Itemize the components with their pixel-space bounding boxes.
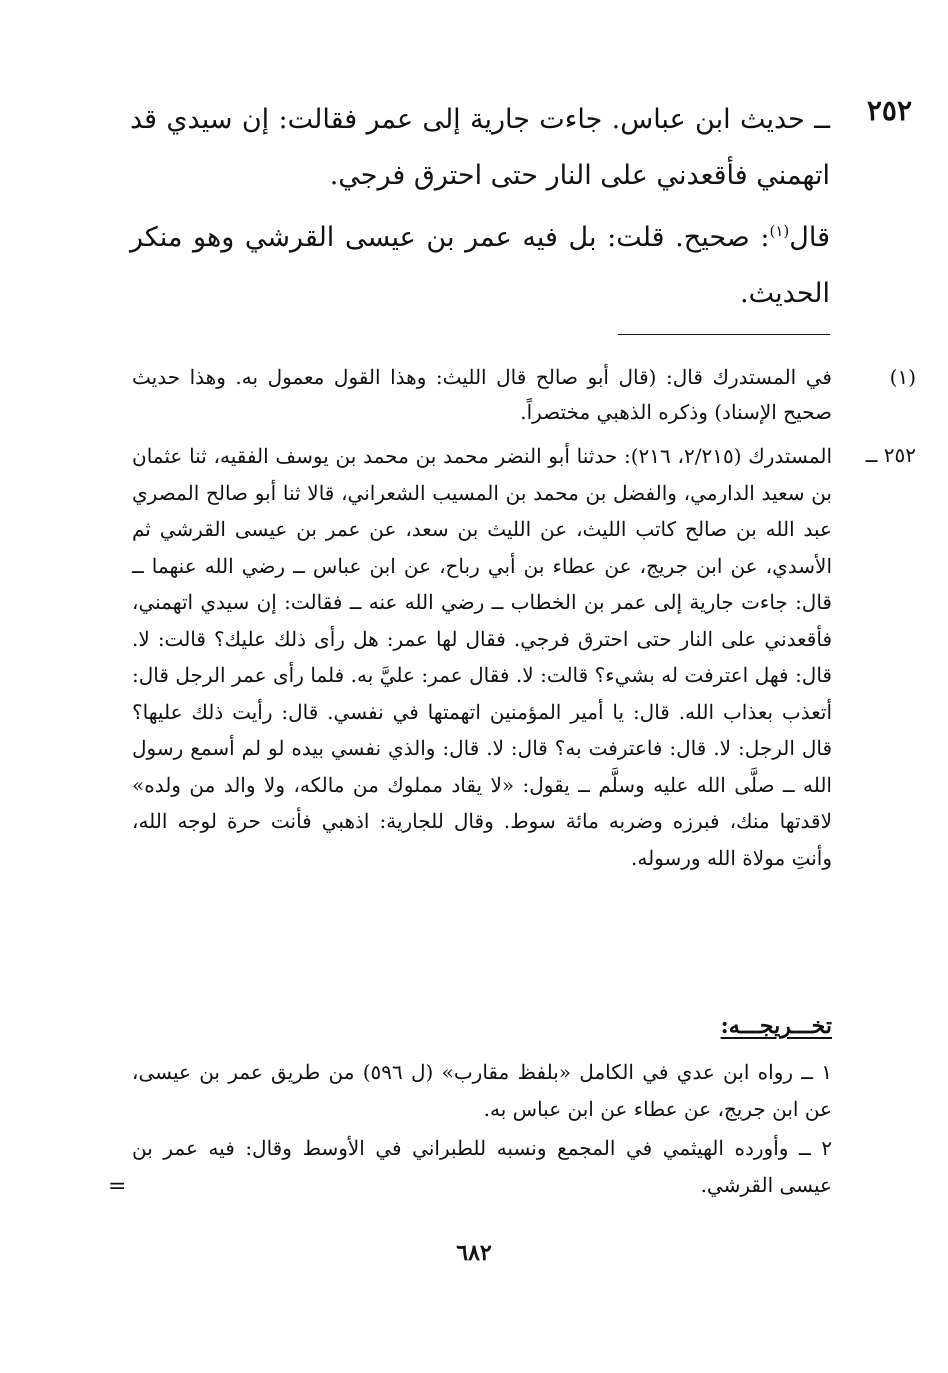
takhrij-list [132,1054,832,1204]
hadith-entry [130,92,912,322]
footnote-divider [618,334,830,335]
footnote-marker: ٢٥٢ ــ [865,443,916,467]
grading-lead: قال [789,222,830,253]
page-number: ٦٨٢ [456,1240,492,1266]
footnote-text: في المستدرك قال: (قال أبو صالح قال الليث: وهذا القول معمول به. وهذا حديث صحيح الإسناد) وذكره الذهبي مختصراً. [132,365,832,424]
footnote-252 [132,438,916,876]
footnote-ref[interactable]: (١) [769,222,790,240]
hadith-number: ٢٥٢ [866,94,912,127]
footnote-marker: (١) [889,365,916,389]
hadith-grading [130,210,830,322]
footnote-text: المستدرك (٢/٢١٥، ٢١٦): حدثنا أبو النضر محمد بن محمد بن يوسف الفقيه، ثنا عثمان بن سعيد الدارمي، والفضل بن محمد بن المسيب الشعراني، قالا ثنا أبو صالح المصري عبد الله بن صالح كاتب الليث، عن الليث بن سعد، عن عمر بن عيسى القرشي ثم الأسدي، عن ابن جريج، عن عطاء بن أبي رباح، عن ابن عباس ــ رضي الله عنهما ــ قال: جاءت جارية إلى عمر بن الخطاب ــ رضي الله عنه ــ فقالت: إن سيدي اتهمني، فأقعدني على النار حتى احترق فرجي. فقال لها عمر: هل رأى ذلك عليك؟ قالت: لا. قال: فهل اعترفت له بشيء؟ قالت: لا. فقال عمر: عليَّ به. فلما رأى عمر الرجل قال: أتعذب بعذاب الله. قال: يا أمير المؤمنين اتهمتها في نفسي. قال: رأيت ذلك عليها؟ قال الرجل: لا. قال: فاعترفت به؟ قال: لا. قال: والذي نفسي بيده لو لم أسمع رسول الله ــ صلَّى الله عليه وسلَّم ــ يقول: «لا يقاد مملوك من مالكه، ولا والد من ولده» لاقدتها منك، فبرزه وضربه مائة سوط. وقال للجارية: اذهبي فأنت حرة لوجه الله، وأنتِ مولاة الله ورسوله. [132,444,833,870]
continuation-mark: = [108,1174,127,1199]
takhrij-item: ١ ــ رواه ابن عدي في الكامل «بلفظ مقارب» (ل ٥٩٦) من طريق عمر بن عيسى، عن ابن جريج، عن عطاء عن ابن عباس به. [132,1060,833,1121]
takhrij-item: ٢ ــ وأورده الهيثمي في المجمع ونسبه للطبراني في الأوسط وقال: فيه عمر بن عيسى القرشي. [132,1136,832,1197]
takhrij-heading: تخـــريجـــه: [720,1013,832,1039]
grading-text: : صحيح. قلت: بل فيه عمر بن عيسى القرشي وهو منكر الحديث. [130,222,830,309]
hadith-text: ــ حديث ابن عباس. جاءت جارية إلى عمر فقالت: إن سيدي قد اتهمني فأقعدني على النار حتى احترق فرجي. [130,104,830,191]
footnote-1 [132,360,916,430]
